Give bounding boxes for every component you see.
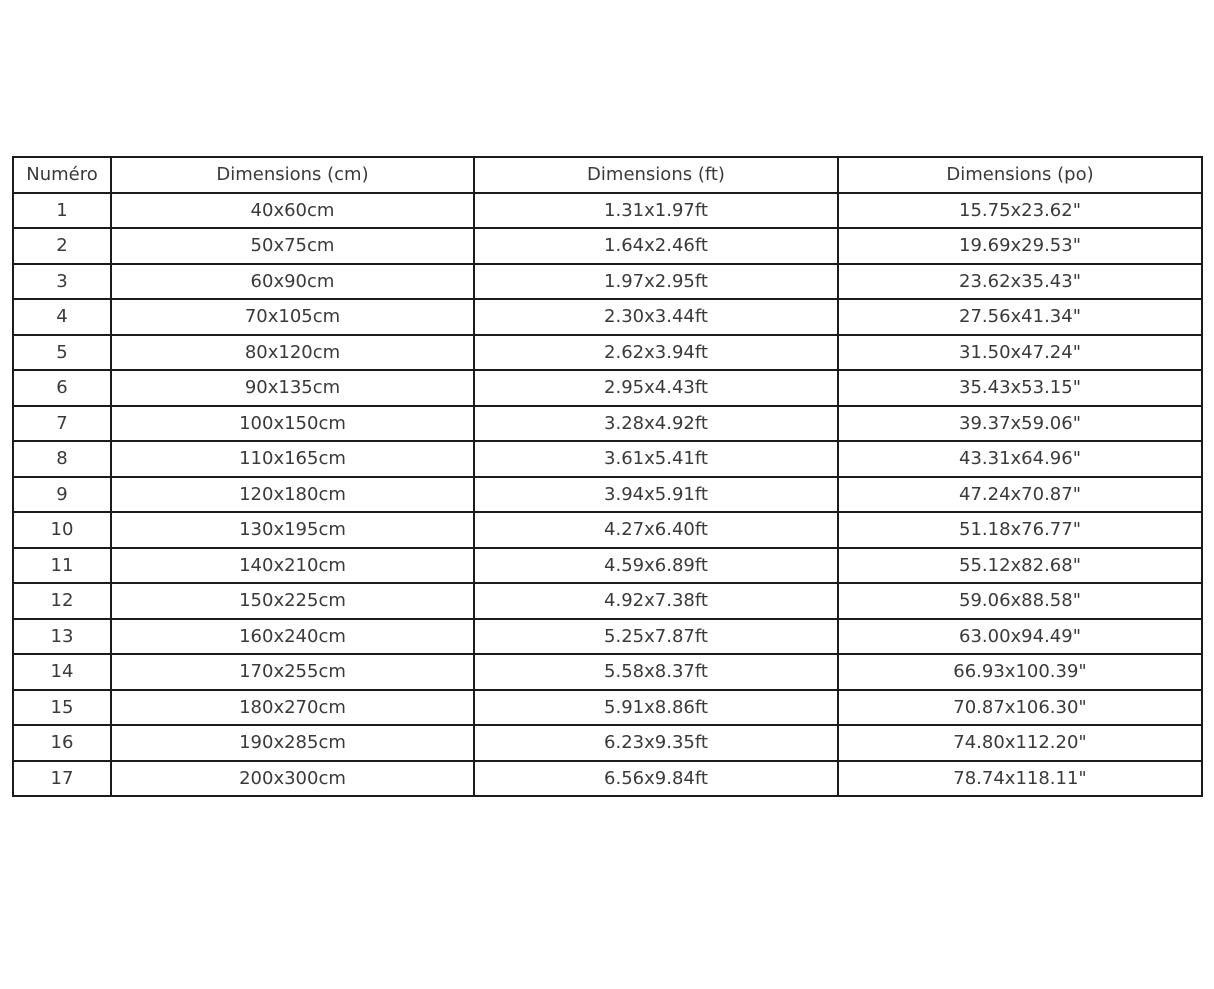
cell-dimensions-po: 15.75x23.62" (838, 193, 1202, 229)
table-row (13, 512, 1202, 548)
cell-numero: 12 (13, 583, 111, 619)
cell-numero: 1 (13, 193, 111, 229)
cell-dimensions-po: 55.12x82.68" (838, 548, 1202, 584)
cell-dimensions-po: 27.56x41.34" (838, 299, 1202, 335)
cell-dimensions-cm: 190x285cm (111, 725, 474, 761)
cell-numero: 16 (13, 725, 111, 761)
cell-dimensions-po: 70.87x106.30" (838, 690, 1202, 726)
cell-dimensions-ft: 2.95x4.43ft (474, 370, 838, 406)
cell-dimensions-ft: 3.61x5.41ft (474, 441, 838, 477)
cell-dimensions-ft: 5.91x8.86ft (474, 690, 838, 726)
header-dimensions-ft: Dimensions (ft) (474, 157, 838, 193)
table-row (13, 548, 1202, 584)
cell-dimensions-cm: 150x225cm (111, 583, 474, 619)
cell-dimensions-cm: 50x75cm (111, 228, 474, 264)
cell-dimensions-cm: 160x240cm (111, 619, 474, 655)
cell-dimensions-po: 43.31x64.96" (838, 441, 1202, 477)
cell-dimensions-po: 39.37x59.06" (838, 406, 1202, 442)
cell-dimensions-po: 35.43x53.15" (838, 370, 1202, 406)
cell-dimensions-ft: 5.58x8.37ft (474, 654, 838, 690)
cell-dimensions-po: 23.62x35.43" (838, 264, 1202, 300)
cell-dimensions-cm: 180x270cm (111, 690, 474, 726)
cell-dimensions-po: 47.24x70.87" (838, 477, 1202, 513)
cell-dimensions-ft: 5.25x7.87ft (474, 619, 838, 655)
cell-dimensions-ft: 4.59x6.89ft (474, 548, 838, 584)
table-row (13, 477, 1202, 513)
cell-dimensions-cm: 60x90cm (111, 264, 474, 300)
table-row (13, 193, 1202, 229)
cell-numero: 17 (13, 761, 111, 797)
cell-numero: 11 (13, 548, 111, 584)
table-row (13, 725, 1202, 761)
table-row (13, 690, 1202, 726)
table-row (13, 264, 1202, 300)
table-row (13, 228, 1202, 264)
cell-numero: 14 (13, 654, 111, 690)
cell-dimensions-ft: 4.92x7.38ft (474, 583, 838, 619)
size-conversion-table-container (12, 156, 1201, 797)
cell-numero: 9 (13, 477, 111, 513)
cell-dimensions-po: 63.00x94.49" (838, 619, 1202, 655)
cell-dimensions-ft: 3.28x4.92ft (474, 406, 838, 442)
cell-dimensions-cm: 170x255cm (111, 654, 474, 690)
cell-dimensions-cm: 120x180cm (111, 477, 474, 513)
cell-dimensions-ft: 1.97x2.95ft (474, 264, 838, 300)
cell-dimensions-po: 74.80x112.20" (838, 725, 1202, 761)
cell-dimensions-cm: 80x120cm (111, 335, 474, 371)
cell-dimensions-ft: 2.30x3.44ft (474, 299, 838, 335)
table-header-row (13, 157, 1202, 193)
cell-numero: 2 (13, 228, 111, 264)
header-dimensions-po: Dimensions (po) (838, 157, 1202, 193)
cell-dimensions-po: 59.06x88.58" (838, 583, 1202, 619)
cell-dimensions-ft: 1.64x2.46ft (474, 228, 838, 264)
table-row (13, 654, 1202, 690)
cell-numero: 15 (13, 690, 111, 726)
cell-numero: 7 (13, 406, 111, 442)
table-row (13, 761, 1202, 797)
cell-dimensions-ft: 3.94x5.91ft (474, 477, 838, 513)
table-row (13, 619, 1202, 655)
table-row (13, 370, 1202, 406)
size-conversion-table (12, 156, 1203, 797)
cell-dimensions-cm: 70x105cm (111, 299, 474, 335)
cell-dimensions-po: 66.93x100.39" (838, 654, 1202, 690)
cell-dimensions-ft: 6.56x9.84ft (474, 761, 838, 797)
cell-dimensions-cm: 110x165cm (111, 441, 474, 477)
table-row (13, 583, 1202, 619)
table-row (13, 441, 1202, 477)
header-numero: Numéro (13, 157, 111, 193)
cell-dimensions-cm: 140x210cm (111, 548, 474, 584)
cell-numero: 3 (13, 264, 111, 300)
cell-dimensions-cm: 130x195cm (111, 512, 474, 548)
cell-dimensions-po: 78.74x118.11" (838, 761, 1202, 797)
header-dimensions-cm: Dimensions (cm) (111, 157, 474, 193)
cell-dimensions-cm: 100x150cm (111, 406, 474, 442)
cell-dimensions-ft: 4.27x6.40ft (474, 512, 838, 548)
cell-dimensions-cm: 200x300cm (111, 761, 474, 797)
cell-numero: 8 (13, 441, 111, 477)
cell-dimensions-ft: 2.62x3.94ft (474, 335, 838, 371)
cell-dimensions-ft: 6.23x9.35ft (474, 725, 838, 761)
cell-numero: 5 (13, 335, 111, 371)
cell-dimensions-cm: 40x60cm (111, 193, 474, 229)
cell-numero: 4 (13, 299, 111, 335)
cell-dimensions-po: 31.50x47.24" (838, 335, 1202, 371)
table-body (13, 193, 1202, 797)
table-row (13, 406, 1202, 442)
cell-dimensions-po: 51.18x76.77" (838, 512, 1202, 548)
cell-dimensions-po: 19.69x29.53" (838, 228, 1202, 264)
cell-dimensions-ft: 1.31x1.97ft (474, 193, 838, 229)
cell-numero: 13 (13, 619, 111, 655)
cell-numero: 6 (13, 370, 111, 406)
cell-numero: 10 (13, 512, 111, 548)
table-row (13, 335, 1202, 371)
cell-dimensions-cm: 90x135cm (111, 370, 474, 406)
table-row (13, 299, 1202, 335)
